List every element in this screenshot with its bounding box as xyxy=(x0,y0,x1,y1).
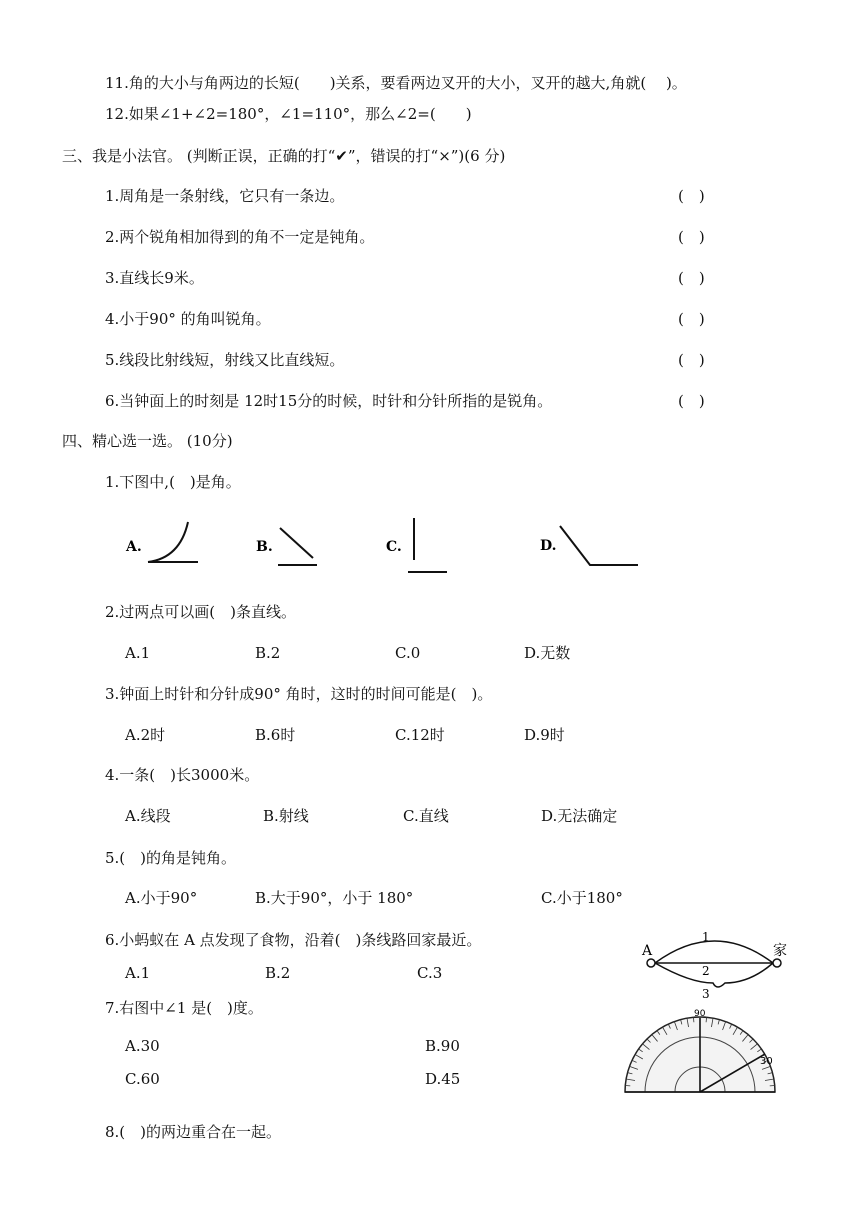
q2-option-a[interactable]: A.1 xyxy=(125,644,151,662)
q5-option-a[interactable]: A.小于90° xyxy=(125,889,198,907)
judge-answer-blank-6[interactable]: ( ) xyxy=(678,392,705,410)
figure-label-a: A. xyxy=(126,539,142,555)
judge-answer-blank-5[interactable]: ( ) xyxy=(678,351,705,369)
judge-item-6: 6.当钟面上的时刻是 12时15分的时候，时针和分针所指的是锐角。 xyxy=(105,392,553,410)
q6-option-a[interactable]: A.1 xyxy=(125,964,151,982)
q3-option-d[interactable]: D.9时 xyxy=(524,726,565,744)
route-1-path xyxy=(655,941,773,963)
q4-option-c[interactable]: C.直线 xyxy=(403,807,449,825)
route-3-label: 3 xyxy=(702,987,710,1001)
q7-option-a[interactable]: A.30 xyxy=(125,1037,160,1055)
judge-answer-blank-4[interactable]: ( ) xyxy=(678,310,705,328)
choice-question-7: 7.右图中∠1 是( )度。 xyxy=(105,999,263,1017)
q6-option-c[interactable]: C.3 xyxy=(417,964,443,982)
figure-option-b xyxy=(256,528,317,565)
section-4-title: 四、精心选一选。 (10分) xyxy=(62,432,233,450)
mark-90-label: 90 xyxy=(694,1009,706,1019)
q7-option-b[interactable]: B.90 xyxy=(425,1037,460,1055)
q2-option-b[interactable]: B.2 xyxy=(255,644,281,662)
judge-answer-blank-1[interactable]: ( ) xyxy=(678,187,705,205)
mark-30-label: 30 xyxy=(760,1056,773,1067)
choice-question-4: 4.一条( )长3000米。 xyxy=(105,766,260,784)
ant-route-diagram xyxy=(635,925,795,1000)
q3-option-c[interactable]: C.12时 xyxy=(395,726,445,744)
q2-option-d[interactable]: D.无数 xyxy=(524,644,571,662)
q3-option-a[interactable]: A.2时 xyxy=(125,726,166,744)
q4-option-d[interactable]: D.无法确定 xyxy=(541,807,618,825)
judge-item-2: 2.两个锐角相加得到的角不一定是钝角。 xyxy=(105,228,375,246)
choice-question-2: 2.过两点可以画( )条直线。 xyxy=(105,603,297,621)
choice-question-1: 1.下图中,( )是角。 xyxy=(105,473,241,491)
point-a-marker xyxy=(647,959,655,967)
figure-label-c: C. xyxy=(386,539,402,555)
judge-item-4: 4.小于90° 的角叫锐角。 xyxy=(105,310,271,328)
figure-label-b: B. xyxy=(256,539,273,555)
q7-option-c[interactable]: C.60 xyxy=(125,1070,160,1088)
q5-option-b[interactable]: B.大于90°，小于 180° xyxy=(255,889,414,907)
protractor-figure xyxy=(620,1009,780,1097)
judge-answer-blank-3[interactable]: ( ) xyxy=(678,269,705,287)
judge-item-3: 3.直线长9米。 xyxy=(105,269,204,287)
figure-option-a xyxy=(125,522,198,562)
route-2-label: 2 xyxy=(702,964,710,978)
point-home-marker xyxy=(773,959,781,967)
route-1-label: 1 xyxy=(702,930,710,944)
q4-option-a[interactable]: A.线段 xyxy=(125,807,171,825)
q2-option-c[interactable]: C.0 xyxy=(395,644,421,662)
angle-figures xyxy=(110,510,710,590)
route-3-path xyxy=(655,963,773,987)
q7-option-d[interactable]: D.45 xyxy=(425,1070,461,1088)
choice-question-3: 3.钟面上时针和分针成90° 角时，这时的时间可能是( )。 xyxy=(105,685,493,703)
judge-item-1: 1.周角是一条射线，它只有一条边。 xyxy=(105,187,345,205)
choice-question-8: 8.( )的两边重合在一起。 xyxy=(105,1123,282,1141)
q6-option-b[interactable]: B.2 xyxy=(265,964,291,982)
question-12: 12.如果∠1+∠2=180°，∠1=110°，那么∠2=( ) xyxy=(105,105,472,123)
figure-option-c xyxy=(386,518,447,572)
figure-option-d xyxy=(540,526,638,565)
route-home-label: 家 xyxy=(773,943,787,959)
figure-label-d: D. xyxy=(540,538,557,554)
choice-question-5: 5.( )的角是钝角。 xyxy=(105,849,237,867)
judge-item-5: 5.线段比射线短，射线又比直线短。 xyxy=(105,351,345,369)
question-11: 11.角的大小与角两边的长短( )关系，要看两边叉开的大小，叉开的越大,角就( )。 xyxy=(105,74,687,92)
route-start-label: A xyxy=(642,943,653,959)
q5-option-c[interactable]: C.小于180° xyxy=(541,889,623,907)
q4-option-b[interactable]: B.射线 xyxy=(263,807,309,825)
q3-option-b[interactable]: B.6时 xyxy=(255,726,296,744)
judge-answer-blank-2[interactable]: ( ) xyxy=(678,228,705,246)
choice-question-6: 6.小蚂蚁在 A 点发现了食物，沿着( )条线路回家最近。 xyxy=(105,931,482,949)
section-3-title: 三、我是小法官。 (判断正误，正确的打“✔”，错误的打“×”)(6 分) xyxy=(62,147,506,165)
